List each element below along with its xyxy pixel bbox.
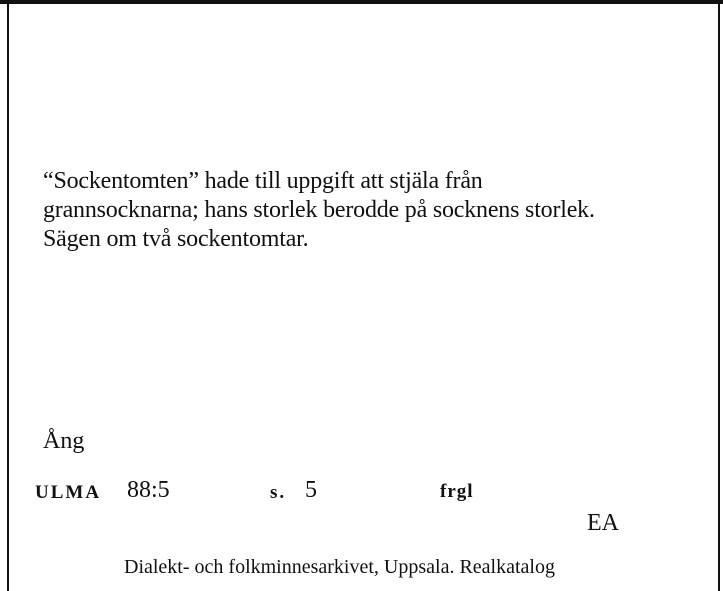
card-left-border [7, 0, 9, 591]
archive-footer: Dialekt- och folkminnesarkivet, Uppsala. Realkatalog [124, 556, 555, 578]
card-body-text [43, 167, 713, 254]
body-line-1: “Sockentomten” hade till uppgift att stjäla från [43, 168, 483, 194]
archive-number: 88:5 [127, 477, 170, 503]
card-right-border [718, 0, 720, 591]
body-line-2: grannsocknarna; hans storlek berodde på socknens storlek. [43, 197, 595, 223]
body-line-3: Sägen om två sockentomtar. [43, 226, 309, 252]
page-number: 5 [305, 477, 317, 503]
page-label: s. [270, 482, 287, 503]
archive-label: ULMA [35, 482, 102, 503]
recorder-initials: EA [587, 510, 619, 536]
category-code: frgl [440, 481, 474, 502]
card-top-border [0, 0, 723, 4]
parish-name: Ång [43, 428, 85, 454]
